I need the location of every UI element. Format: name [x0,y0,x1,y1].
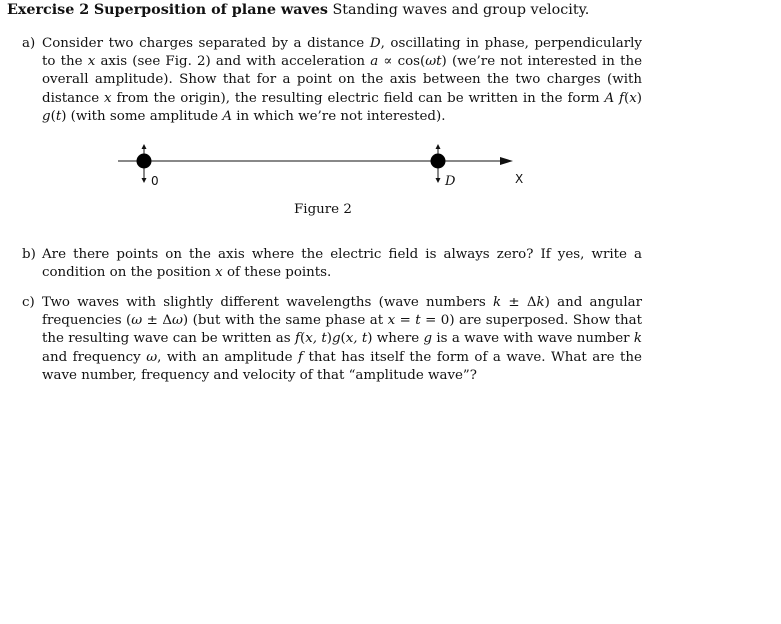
origin-arrow-up [142,144,147,149]
question-a-label: a) [22,36,36,51]
math-var: k [493,295,502,310]
math-var: x [87,54,96,70]
text-run: from the origin), the resulting electric field can be written in the form [111,90,605,106]
text-run: ( [299,331,306,347]
origin-arrow-down [142,178,147,183]
origin-label: 0 [151,174,159,188]
math-var: f [298,349,303,365]
charge-at-d [431,154,446,169]
exercise-title [7,1,777,19]
x-axis-arrowhead [500,157,513,165]
charge-at-origin [137,154,152,169]
math-var: x [629,90,637,106]
math-var: t [415,313,421,329]
figure-caption: Figure 2 [294,202,352,217]
text-run: ) [636,90,643,106]
text-run: in which we’re not interested). [231,108,446,124]
question-b [22,246,642,282]
text-run: and frequency [42,349,147,365]
text-run: ) (we’re not interested in the overall amplitude). Show that for a point on the axis between the two charges (with distance [42,54,642,106]
math-var: g [331,331,341,347]
text-run: = [395,313,416,329]
question-b-label: b) [22,247,36,262]
math-var: g [42,108,51,124]
text-run: ± Δ [501,295,537,310]
math-var: g [423,331,433,347]
math-var: A [222,108,232,124]
math-var: a [370,54,379,70]
math-var: x [104,90,112,106]
math-var: A f [604,90,624,106]
question-a [22,35,642,126]
charge-d-arrow-down [436,178,441,183]
text-run: ∝ cos( [378,54,426,70]
exercise-heading: Superposition of plane waves [93,2,328,18]
question-c-label: c) [22,295,35,310]
text-run: , with an amplitude [157,349,298,365]
math-var: ω [131,313,143,329]
text-run: of these points. [222,265,332,281]
text-run: ( [623,90,630,106]
math-var: k [536,295,545,310]
text-run: ( [50,108,56,124]
text-run: ) and angular frequencies ( [42,295,642,329]
math-var: x [215,265,223,281]
math-var: D [369,36,381,51]
question-c-text [42,294,642,385]
text-run: ) (with some amplitude [61,108,223,124]
charge-d-label: D [445,174,456,189]
text-run: , oscillating in phase, perpendicularly to the [42,36,642,70]
math-var: x [387,313,396,329]
question-b-text [42,246,642,282]
exercise-subtitle: Standing waves and group velocity. [332,2,590,18]
math-var: ωt [425,54,442,70]
text-run: ( [340,331,346,347]
math-var: x, t [345,331,368,347]
math-var: ω [172,313,183,329]
exercise-number: Exercise 2 [7,2,90,18]
math-var: f [294,331,300,347]
text-run: axis (see Fig. 2) and with acceleration [95,54,371,70]
math-var: ω [146,349,158,365]
math-var: k [633,331,642,347]
math-var: x, t [305,331,327,347]
charge-d-arrow-up [436,144,441,149]
text-run: = 0) are superposed. Show that the resulting wave can be written as [42,313,643,347]
figure-2 [100,145,540,200]
x-axis-label: X [515,172,524,186]
text-run: Consider two charges separated by a distance [42,36,370,51]
text-run: ) [326,331,332,347]
text-run: ) (but with the same phase at [182,313,388,329]
text-run: that has itself the form of a wave. What are the wave number, frequency and velocity of that “amplitude wave”? [42,349,642,383]
math-var: t [55,108,62,124]
text-run: Are there points on the axis where the electric field is always zero? If yes, write a condition on the position [42,247,642,281]
text-run: is a wave with wave number [432,331,634,347]
text-run: Two waves with slightly different wavelengths (wave numbers [42,295,494,310]
figure-2-diagram [100,145,540,200]
question-a-text [42,35,642,126]
question-c [22,294,642,385]
text-run: ± Δ [142,313,172,329]
text-run: ) where [367,331,424,347]
